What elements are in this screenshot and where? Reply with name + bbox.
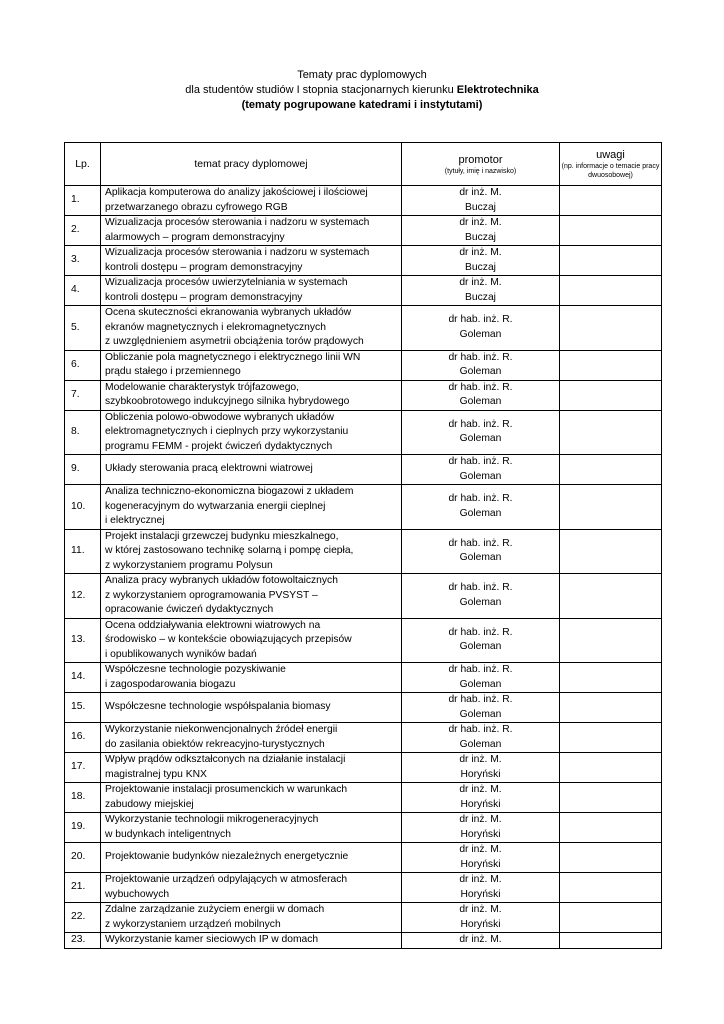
row-number: 1. xyxy=(65,186,101,216)
promotor-line: dr hab. inż. R. xyxy=(448,418,513,430)
promotor-line: dr hab. inż. R. xyxy=(448,664,513,675)
row-number: 21. xyxy=(65,873,101,903)
table-row xyxy=(65,618,662,663)
row-promotor xyxy=(402,306,560,351)
table-row xyxy=(65,753,662,783)
row-topic xyxy=(101,723,402,753)
row-number: 14. xyxy=(65,663,101,693)
row-promotor xyxy=(402,618,560,663)
topic-line: Wizualizacja procesów sterowania i nadzoru w systemach xyxy=(105,217,370,228)
topic-line: Wizualizacja procesów uwierzytelniania w systemach xyxy=(105,277,348,288)
row-uwagi xyxy=(560,693,662,723)
row-promotor xyxy=(402,574,560,619)
row-uwagi xyxy=(560,485,662,530)
topic-line: do zasilania obiektów rekreacyjno-turystycznych xyxy=(105,738,325,750)
promotor-line: Goleman xyxy=(459,433,502,445)
row-promotor xyxy=(402,485,560,530)
topic-line: Współczesne technologie współspalania biomasy xyxy=(105,701,331,713)
row-topic xyxy=(101,246,402,276)
row-topic xyxy=(101,783,402,813)
promotor-line: dr hab. inż. R. xyxy=(448,493,513,505)
row-topic xyxy=(101,574,402,619)
col-header-promotor-sub: (tytuły, imię i nazwisko) xyxy=(444,167,517,175)
promotor-line: dr inż. M. xyxy=(459,844,502,855)
row-uwagi xyxy=(560,723,662,753)
promotor-line: Buczaj xyxy=(465,261,496,273)
promotor-line: dr inż. M. xyxy=(459,247,502,258)
promotor-line: Goleman xyxy=(459,708,502,720)
table-row xyxy=(65,306,662,351)
topic-line: Obliczenia polowo-obwodowe wybranych układów xyxy=(105,411,334,423)
promotor-line: Goleman xyxy=(459,596,502,608)
row-number: 10. xyxy=(65,485,101,530)
topic-line: szybkoobrotowego indukcyjnego silnika hybrydowego xyxy=(105,396,350,407)
table-row xyxy=(65,574,662,619)
row-number: 17. xyxy=(65,753,101,783)
row-uwagi xyxy=(560,783,662,813)
row-uwagi xyxy=(560,186,662,216)
row-uwagi xyxy=(560,380,662,410)
topic-line: kontroli dostępu – program demonstracyjny xyxy=(105,291,303,303)
topic-line: i elektrycznej xyxy=(105,515,165,526)
topic-line: programu FEMM - projekt ćwiczeń dydaktycznych xyxy=(105,440,333,452)
topic-line: Modelowanie charakterystyk trójfazowego, xyxy=(105,381,300,393)
row-number: 8. xyxy=(65,410,101,455)
promotor-line: dr inż. M. xyxy=(459,814,502,825)
topic-line: Aplikacja komputerowa do analizy jakościowej i ilościowej xyxy=(105,187,368,198)
row-uwagi xyxy=(560,574,662,619)
row-topic xyxy=(101,663,402,693)
topic-line: alarmowych – program demonstracyjny xyxy=(105,231,285,243)
promotor-line: dr hab. inż. R. xyxy=(448,456,513,467)
promotor-line: Goleman xyxy=(459,641,502,653)
header-subtitle xyxy=(0,83,724,98)
promotor-line: dr hab. inż. R. xyxy=(448,537,513,549)
topic-line: elektromagnetycznych i cieplnych przy wykorzystaniu xyxy=(105,426,349,437)
row-promotor xyxy=(402,873,560,903)
table-row xyxy=(65,903,662,933)
promotor-line: dr hab. inż. R. xyxy=(448,694,513,705)
row-promotor xyxy=(402,813,560,843)
topic-line: środowisko – w kontekście obowiązujących przepisów xyxy=(105,634,352,645)
topic-line: w której zastosowano technikę solarną i pompę ciepła, xyxy=(105,545,354,556)
row-topic xyxy=(101,306,402,351)
theses-table xyxy=(64,142,662,949)
promotor-line: Horyński xyxy=(460,888,501,900)
table-row xyxy=(65,410,662,455)
table-row xyxy=(65,216,662,246)
row-topic xyxy=(101,933,402,949)
topic-line: przetwarzanego obrazu cyfrowego RGB xyxy=(105,201,288,213)
row-promotor xyxy=(402,216,560,246)
promotor-line: dr inż. M. xyxy=(459,904,502,915)
row-number: 5. xyxy=(65,306,101,351)
table-row xyxy=(65,663,662,693)
promotor-line: Goleman xyxy=(459,366,502,377)
row-uwagi xyxy=(560,618,662,663)
topic-line: Ocena oddziaływania elektrowni wiatrowych na xyxy=(105,619,321,631)
row-topic xyxy=(101,529,402,574)
topic-line: ekranów magnetycznych i elekromagnetycznych xyxy=(105,321,326,333)
topic-line: z wykorzystaniem oprogramowania PVSYST – xyxy=(105,589,318,601)
promotor-line: dr inż. M. xyxy=(459,784,502,795)
topic-line: Obliczanie pola magnetycznego i elektrycznego linii WN xyxy=(105,351,361,363)
row-uwagi xyxy=(560,350,662,380)
promotor-line: Buczaj xyxy=(465,201,496,213)
row-promotor xyxy=(402,723,560,753)
topic-line: prądu stałego i przemiennego xyxy=(105,366,241,377)
row-number: 23. xyxy=(65,933,101,949)
table-row xyxy=(65,186,662,216)
topic-line: Projekt instalacji grzewczej budynku mieszkalnego, xyxy=(105,530,339,542)
row-uwagi xyxy=(560,663,662,693)
topic-line: zabudowy miejskiej xyxy=(105,798,194,810)
table-row xyxy=(65,276,662,306)
table-row xyxy=(65,783,662,813)
promotor-line: Goleman xyxy=(459,396,502,407)
promotor-line: dr inż. M. xyxy=(459,934,502,945)
row-topic xyxy=(101,813,402,843)
row-number: 13. xyxy=(65,618,101,663)
row-topic xyxy=(101,618,402,663)
topic-line: Układy sterowania pracą elektrowni wiatrowej xyxy=(105,463,313,475)
topic-line: i opublikowanych wyników badań xyxy=(105,648,257,660)
row-number: 12. xyxy=(65,574,101,619)
row-uwagi xyxy=(560,529,662,574)
row-topic xyxy=(101,350,402,380)
row-uwagi xyxy=(560,813,662,843)
topic-line: magistralnej typu KNX xyxy=(105,768,207,780)
promotor-line: dr inż. M. xyxy=(459,217,502,228)
row-promotor xyxy=(402,455,560,485)
row-number: 2. xyxy=(65,216,101,246)
row-number: 22. xyxy=(65,903,101,933)
row-topic xyxy=(101,843,402,873)
header-field-of-study: Elektrotechnika xyxy=(456,84,539,96)
col-header-topic: temat pracy dyplomowej xyxy=(101,143,402,186)
topic-line: kogeneracyjnym do wytwarzania energii cieplnej xyxy=(105,500,326,512)
promotor-line: Goleman xyxy=(459,470,502,482)
promotor-line: Buczaj xyxy=(465,291,496,303)
promotor-line: Goleman xyxy=(459,552,502,564)
header-subtitle-text: dla studentów studiów I stopnia stacjonarnych kierunku xyxy=(185,84,457,96)
table-row xyxy=(65,873,662,903)
topic-line: z wykorzystaniem programu Polysun xyxy=(105,559,273,571)
promotor-line: dr inż. M. xyxy=(459,874,502,885)
table-row xyxy=(65,350,662,380)
row-number: 3. xyxy=(65,246,101,276)
promotor-line: dr inż. M. xyxy=(459,754,502,765)
promotor-line: Horyński xyxy=(460,798,501,810)
row-uwagi xyxy=(560,410,662,455)
table-row xyxy=(65,813,662,843)
col-header-lp: Lp. xyxy=(65,143,101,186)
promotor-line: Goleman xyxy=(459,678,502,690)
table-row xyxy=(65,723,662,753)
row-uwagi xyxy=(560,873,662,903)
topic-line: Projektowanie instalacji prosumenckich w warunkach xyxy=(105,784,348,795)
promotor-line: dr hab. inż. R. xyxy=(448,314,513,326)
row-promotor xyxy=(402,276,560,306)
row-uwagi xyxy=(560,246,662,276)
topic-line: opracowanie ćwiczeń dydaktycznych xyxy=(105,604,274,615)
promotor-line: Goleman xyxy=(459,507,502,519)
table-row xyxy=(65,380,662,410)
row-number: 16. xyxy=(65,723,101,753)
row-uwagi xyxy=(560,455,662,485)
row-topic xyxy=(101,693,402,723)
table-body xyxy=(65,186,662,949)
topic-line: Analiza pracy wybranych układów fotowoltaicznych xyxy=(105,575,338,586)
row-promotor xyxy=(402,753,560,783)
row-uwagi xyxy=(560,903,662,933)
row-promotor xyxy=(402,693,560,723)
promotor-line: dr inż. M. xyxy=(459,277,502,288)
promotor-line: Goleman xyxy=(459,328,502,340)
row-topic xyxy=(101,186,402,216)
table-row xyxy=(65,485,662,530)
topic-line: Wykorzystanie niekonwencjonalnych źródeł energii xyxy=(105,724,338,735)
row-uwagi xyxy=(560,843,662,873)
promotor-line: dr hab. inż. R. xyxy=(448,724,513,735)
row-promotor xyxy=(402,843,560,873)
row-number: 18. xyxy=(65,783,101,813)
topic-line: Wizualizacja procesów sterowania i nadzoru w systemach xyxy=(105,247,370,258)
col-header-uwagi-label: uwagi xyxy=(596,149,625,161)
table-row xyxy=(65,693,662,723)
row-number: 11. xyxy=(65,529,101,574)
topic-line: i zagospodarowania biogazu xyxy=(105,678,236,690)
topic-line: Zdalne zarządzanie zużyciem energii w domach xyxy=(105,904,325,915)
table-row xyxy=(65,529,662,574)
row-promotor xyxy=(402,186,560,216)
row-number: 15. xyxy=(65,693,101,723)
topic-line: Ocena skuteczności ekranowania wybranych układów xyxy=(105,307,352,318)
row-number: 20. xyxy=(65,843,101,873)
row-promotor xyxy=(402,410,560,455)
table-row xyxy=(65,933,662,949)
row-promotor xyxy=(402,783,560,813)
header-title: Tematy prac dyplomowych xyxy=(297,69,427,81)
promotor-line: dr hab. inż. R. xyxy=(448,351,513,363)
topic-line: Projektowanie urządzeń odpylających w atmosferach xyxy=(105,874,348,885)
table-row xyxy=(65,455,662,485)
row-topic xyxy=(101,380,402,410)
table-row xyxy=(65,843,662,873)
row-number: 19. xyxy=(65,813,101,843)
col-header-promotor xyxy=(402,143,560,186)
topic-line: kontroli dostępu – program demonstracyjny xyxy=(105,261,303,273)
topic-line: z wykorzystaniem urządzeń mobilnych xyxy=(105,918,281,930)
table-header-row xyxy=(65,143,662,186)
header-note: (tematy pogrupowane katedrami i instytutami) xyxy=(241,99,483,111)
row-topic xyxy=(101,903,402,933)
promotor-line: Horyński xyxy=(460,828,501,840)
table-row xyxy=(65,246,662,276)
row-topic xyxy=(101,753,402,783)
promotor-line: Buczaj xyxy=(465,231,496,243)
promotor-line: dr inż. M. xyxy=(459,187,502,198)
topic-line: Wpływ prądów odkształconych na działanie instalacji xyxy=(105,754,346,765)
promotor-line: dr hab. inż. R. xyxy=(448,582,513,594)
promotor-line: Horyński xyxy=(460,768,501,780)
col-header-uwagi-sub: (np. informacje o temacie pracy dwuosobowej) xyxy=(561,163,660,179)
topic-line: Wykorzystanie technologii mikrogeneracyjnych xyxy=(105,814,319,825)
topic-line: Wykorzystanie kamer sieciowych IP w domach xyxy=(105,934,319,945)
row-promotor xyxy=(402,663,560,693)
topic-line: Współczesne technologie pozyskiwanie xyxy=(105,664,286,675)
promotor-line: dr hab. inż. R. xyxy=(448,626,513,638)
row-topic xyxy=(101,873,402,903)
row-topic xyxy=(101,485,402,530)
row-number: 4. xyxy=(65,276,101,306)
row-uwagi xyxy=(560,216,662,246)
promotor-line: dr hab. inż. R. xyxy=(448,381,513,393)
row-topic xyxy=(101,276,402,306)
promotor-line: Goleman xyxy=(459,738,502,750)
row-topic xyxy=(101,455,402,485)
row-promotor xyxy=(402,933,560,949)
topic-line: Analiza techniczno-ekonomiczna biogazowi z układem xyxy=(105,486,354,497)
row-uwagi xyxy=(560,306,662,351)
row-number: 6. xyxy=(65,350,101,380)
row-uwagi xyxy=(560,933,662,949)
row-promotor xyxy=(402,246,560,276)
row-promotor xyxy=(402,903,560,933)
topic-line: z uwzględnieniem asymetrii obciążenia torów prądowych xyxy=(105,336,364,347)
promotor-line: Horyński xyxy=(460,918,501,930)
row-topic xyxy=(101,410,402,455)
row-uwagi xyxy=(560,753,662,783)
topic-line: wybuchowych xyxy=(105,888,170,900)
row-topic xyxy=(101,216,402,246)
row-uwagi xyxy=(560,276,662,306)
row-number: 7. xyxy=(65,380,101,410)
document-header xyxy=(0,68,724,113)
promotor-line: Horyński xyxy=(460,858,501,870)
topic-line: Projektowanie budynków niezależnych energetycznie xyxy=(105,851,349,863)
row-promotor xyxy=(402,350,560,380)
row-number: 9. xyxy=(65,455,101,485)
row-promotor xyxy=(402,529,560,574)
col-header-promotor-label: promotor xyxy=(458,153,503,166)
row-promotor xyxy=(402,380,560,410)
topic-line: w budynkach inteligentnych xyxy=(105,828,231,840)
col-header-uwagi xyxy=(560,143,662,186)
